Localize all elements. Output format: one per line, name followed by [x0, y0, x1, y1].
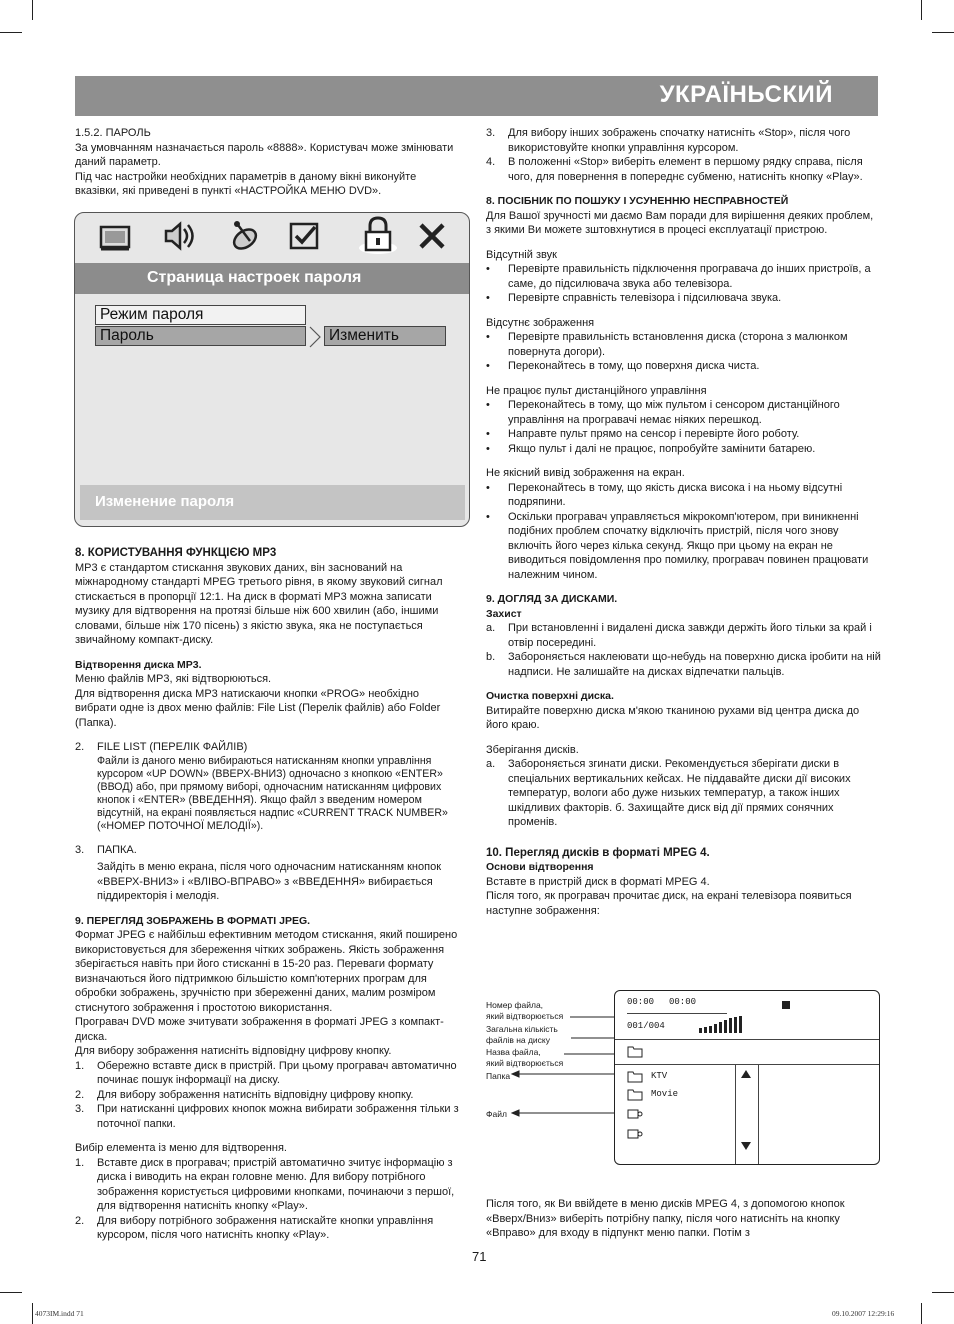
list-item: 4. В положенні «Stop» виберіть елемент в першому рядку справа, після чого, для повернення в попереднє субменю, натисніть кнопку «Play». [486, 156, 863, 183]
disc-care-title: 9. ДОГЛЯД ЗА ДИСКАМИ. [486, 593, 618, 605]
list-item: 2. FILE LIST (ПЕРЕЛІК ФАЙЛІВ) Файли із даного меню вибираються натисканням кнопки управління курсором «UP DOWN» (ВВЕРХ-ВНИЗ) одночасно з кнопкою «ENTER» (ВВОД) або, при прямому виборі, одночасним натисканням цифрових кнопок і «ENTER» (ВВЕДЕННЯ). Якщо файл з введеним номером відсутній, на екрані появляється надпис «CURRENT TRACK NUMBER» («НОМЕР ПОТОЧНОЇ МЕЛОДІЇ»). [75, 740, 460, 833]
label-file-number: Номер файла, який відтворюється [486, 1000, 564, 1021]
section-9-para: Формат JPEG є найбільш ефективним методом стискання, який поширено використовується для збереження чітких зображень. Якість зображення зберігається навіть при його стисканні в 15-20 раз. Переваги формату визначаються його підтримкою більшістю комп'ютерних програм для обробки зображень, зручністю при збереженні даних, малим розміром стиснутого зображення і простотою використання. [75, 929, 458, 1014]
crop-mark [32, 1303, 33, 1324]
osd-footer-bar [80, 485, 465, 520]
bullet-item: • Направте пульт прямо на сенсор і перевірте його роботу. [486, 428, 800, 440]
language-title: УКРАЇНЬСКИЙ [659, 81, 833, 108]
list-item: 3. ПАПКА. Зайдіть в меню екрана, після чого одночасним натисканням кнопок «ВВЕРХ-ВНИЗ» і «ВЛІВО-ВПРАВО» з «ВВЕДЕННЯ» вибирається піддиректорія і мелодія. [75, 843, 460, 904]
footer-file-info: 4073IM.indd 71 [35, 1309, 84, 1318]
signal-bars-icon [699, 1016, 745, 1034]
section-9-title: 9. ПЕРЕГЛЯД ЗОБРАЖЕНЬ В ФОРМАТІ JPEG. [75, 914, 311, 927]
bullet-item: • Переконайтесь в тому, що поверхня диска чиста. [486, 360, 760, 372]
list-item: 1. Обережно вставте диск в пристрій. При цьому програвач автоматично починає пошук інформації на диску. [75, 1059, 457, 1086]
label-file-name: Назва файла, який відтворюється [486, 1047, 564, 1068]
troubleshooting-title: 8. ПОСІБНИК ПО ПОШУКУ І УСУНЕННЮ НЕСПРАВНОСТЕЙ [486, 195, 789, 207]
osd-page-title: Страница настроек пароля [147, 269, 362, 286]
crop-mark [921, 1303, 922, 1324]
troubleshooting-group-title: Не працює пульт дистанційного управління [486, 384, 707, 397]
mpeg4-para: Вставте в пристрій диск в форматі MPEG 4. [486, 875, 710, 888]
bullet-item: • Перевірте правильність встановлення диска (сторона з малюнком повернута догори). [486, 331, 848, 358]
list-item: 3. Для вибору інших зображень спочатку натисніть «Stop», після чого використовуйте кнопки управління курсором. [486, 127, 851, 154]
video-file-icon [627, 1128, 643, 1140]
lock-icon [358, 214, 398, 256]
list-item-body: Зайдіть в меню екрана, після чого одночасним натисканням кнопок «ВВЕРХ-ВНИЗ» і «ВЛІВО-ВПРАВО» з «ВВЕДЕННЯ» вибирається піддиректорія і мелодія. [97, 861, 442, 902]
list-item: 2. Для вибору зображення натисніть відповідну цифрову кнопку. [75, 1088, 414, 1101]
list-item-body: Файли із даного меню вибираються натисканням кнопки управління курсором «UP DOWN» (ВВЕРХ-ВНИЗ) одночасно з кнопкою «ENTER» (ВВОД) або, при прямому виборі, одночасним натисканням цифрових кнопок і «ENTER» (ВВЕДЕННЯ). Якщо файл з введеним номером відсутній, на екрані появляється надпис «CURRENT TRACK NUMBER» («НОМЕР ПОТОЧНОЇ МЕЛОДІЇ»). [97, 754, 448, 832]
scroll-down-icon[interactable] [740, 1141, 752, 1151]
footer-date: 09.10.2007 12:29:16 [832, 1309, 895, 1318]
mpeg4-screen-diagram [486, 990, 882, 1165]
mpeg4-screen [614, 990, 880, 1165]
change-password-button[interactable]: Изменить [324, 326, 446, 346]
crop-mark [932, 32, 954, 33]
section-8-title: 8. КОРИСТУВАННЯ ФУНКЦІЄЮ MP3 [75, 547, 277, 559]
list-item: a. При встановленні і видалені диска завжди держіть його тільки за край і отвір посередині. [486, 622, 872, 649]
crop-mark [932, 1292, 954, 1293]
section-8-para: Меню файлів MP3, які відтворюються. [75, 673, 272, 685]
password-settings-osd [74, 212, 470, 527]
folder-icon [627, 1044, 643, 1058]
disc-store-title: Зберігання дисків. [486, 743, 579, 756]
mpeg4-para: Після того, як Ви ввійдете в меню дисків MPEG 4, з допомогою кнопок «Вверх/Вниз» виберіть потрібну папку, після чого натисніть на кнопку «Вправо» для входу в підпункт меню папки. Потім з [486, 1198, 845, 1239]
label-total-files: Загальна кількість файлів на диску [486, 1024, 558, 1045]
section-152-title: 1.5.2. ПАРОЛЬ [75, 127, 151, 139]
crop-mark [32, 0, 33, 20]
numbered-list [75, 1059, 460, 1132]
troubleshooting-para: Для Вашої зручності ми даємо Вам поради для вирішення деяких проблем, з якими Ви можете зштовхнутися в процесі експлуатації пристрою. [486, 209, 874, 236]
osd-page-title-bar [75, 263, 469, 294]
section-9-para: Для вибору зображення натисніть відповідну цифрову кнопку. [75, 1045, 392, 1057]
bullet-item: • Якщо пульт і далі не працює, попробуйте замінити батарею. [486, 442, 816, 455]
troubleshooting-group-title: Не якісний вивід зображення на екран. [486, 467, 685, 479]
mpeg4-closing [486, 1197, 881, 1241]
scroll-up-icon[interactable] [740, 1069, 752, 1079]
lettered-list [486, 621, 881, 679]
bullet-item: • Переконайтесь в тому, що між пультом і сенсором дистанційного управління на програвачі немає ніяких перешкод. [486, 399, 840, 426]
arrow-right-icon [309, 326, 321, 348]
language-header-bar [75, 76, 878, 116]
section-8-para: MP3 є стандартом стискання звукових даних, він заснований на міжнародному стандарті MPEG третього рівня, в якому звуковий сигнал стискається в пропорції 12:1. На диск в форматі MP3 можна записати музику для відтворення на протязі більше ніж 600 хвилин (або, іншими словами, більше ніж 170 пісень) з якістю звука, яка не поступається звичайному компакт-диску. [75, 561, 443, 646]
troubleshooting-group-title: Відсутнє зображення [486, 316, 595, 329]
mpeg4-para: Після того, як програвач прочитає диск, на екрані телевізора появиться наступне зображення: [486, 890, 852, 917]
folder-icon [627, 1069, 643, 1083]
list-item: 1. Вставте диск в програвач; пристрій автоматично зчитує інформацію з диска і виводить на екран головне меню. Для вибору потрібного зображення користується цифровими кнопками, починаючи з першої, для відтворення натисніть кнопку «Play». [75, 1156, 455, 1212]
folder-name-ktv: KTV [651, 1071, 668, 1081]
list-item: 2. Для вибору потрібного зображення натискайте кнопки управління курсором, після чого натисніть кнопку «Play». [75, 1214, 434, 1241]
section-8-subtitle: Відтворення диска MP3. [75, 658, 202, 671]
disc-care-subtitle: Захист [486, 607, 522, 620]
password-mode-item[interactable]: Режим пароля [95, 305, 306, 325]
checkbox-icon [287, 219, 323, 253]
troubleshooting-groups [486, 238, 881, 583]
stop-icon [782, 1001, 790, 1009]
tv-icon [97, 219, 133, 253]
mpeg4-title: 10. Перегляд дисків в форматі MPEG 4. [486, 846, 710, 859]
left-column-lower [75, 546, 460, 1243]
list-item-head: FILE LIST (ПЕРЕЛІК ФАЙЛІВ) [97, 741, 248, 753]
disc-clean-title: Очистка поверхні диска. [486, 690, 614, 702]
left-column [75, 126, 460, 199]
close-icon [415, 219, 449, 253]
mpeg4-subtitle: Основи відтворення [486, 861, 594, 873]
osd-icon-bar [75, 213, 469, 263]
right-column [486, 126, 881, 918]
bullet-item: • Переконайтесь в тому, що якість диска висока і на ньому відсутні подряпини. [486, 481, 843, 508]
list-item: b. Забороняється наклеювати що-небудь на поверхню диска іробити на ній надписи. Не залишайте на дисках відпечатки пальців. [486, 651, 881, 678]
section-9-para: Вибір елемента із меню для відтворення. [75, 1142, 287, 1154]
list-item: 3. При натисканні цифрових кнопок можна вибирати зображення тільки з поточної папки. [75, 1103, 459, 1130]
disc-clean-para: Витирайте поверхню диска м'якою тканиною рухами від центра диска до його краю. [486, 704, 860, 731]
elapsed-time: 00:00 [627, 997, 655, 1007]
password-item[interactable]: Пароль [95, 326, 306, 346]
list-item: a. Забороняється згинати диски. Рекомендується зберігати диски в спеціальних вертикальних кейсах. Не піддавайте диски дії високих температур, вологи або дуже низьких температур, а також інших шкідливих факторів. б. Захищайте диск від дії прямих сонячних променів. [486, 758, 851, 828]
page-number: 71 [472, 1249, 487, 1264]
section-152-para: За умовчанням назначається пароль «8888». Користувач може змінювати даний параметр. [75, 141, 454, 168]
speaker-icon [160, 219, 198, 253]
folder-icon [627, 1087, 643, 1101]
troubleshooting-group-title: Відсутній звук [486, 248, 557, 261]
section-8-para: Для відтворення диска MP3 натискаючи кнопки «PROG» необхідно вибрати одне із двох меню файлів: File List (Перелік файлів) або Folder (Папка). [75, 687, 441, 729]
crop-mark [0, 1292, 22, 1293]
list-item-head: ПАПКА. [97, 843, 137, 856]
crop-mark [0, 32, 22, 33]
section-9-para: Програвач DVD може зчитувати зображення в форматі JPEG з компакт-диска. [75, 1016, 444, 1043]
osd-footer-text: Изменение пароля [95, 493, 235, 510]
bullet-item: • Оскільки програвач управляється мікрокомп'ютером, при виникненні подібних проблем спочатку відключіть пристрій, після чого знову включіть його через кілька секунд. Якщо при цьому на екран не виводиться повідомлення про помилку, програвач повинен працювати належним чином. [486, 510, 869, 581]
total-time: 00:00 [669, 997, 697, 1007]
bullet-item: • Перевірте правильність підключення програвача до інших пристроїв, а саме, до підсилювача звука або телевізора. [486, 263, 871, 290]
video-file-icon [627, 1108, 643, 1120]
file-counter: 001/004 [627, 1021, 665, 1031]
crop-mark [921, 0, 922, 20]
folder-name-movie: Movie [651, 1089, 679, 1099]
label-folder: Папка [486, 1071, 511, 1081]
bullet-item: • Перевірте справність телевізора і підсилювача звука. [486, 292, 782, 304]
section-152-para: Під час настройки необхідних параметрів в даному вікні виконуйте вказівки, які приведені в пункті «НАСТРОЙКА МЕНЮ DVD». [75, 170, 417, 197]
numbered-list [75, 1156, 460, 1243]
numbered-list [486, 126, 881, 184]
label-file: Файл [486, 1109, 507, 1119]
satellite-icon [228, 219, 262, 253]
